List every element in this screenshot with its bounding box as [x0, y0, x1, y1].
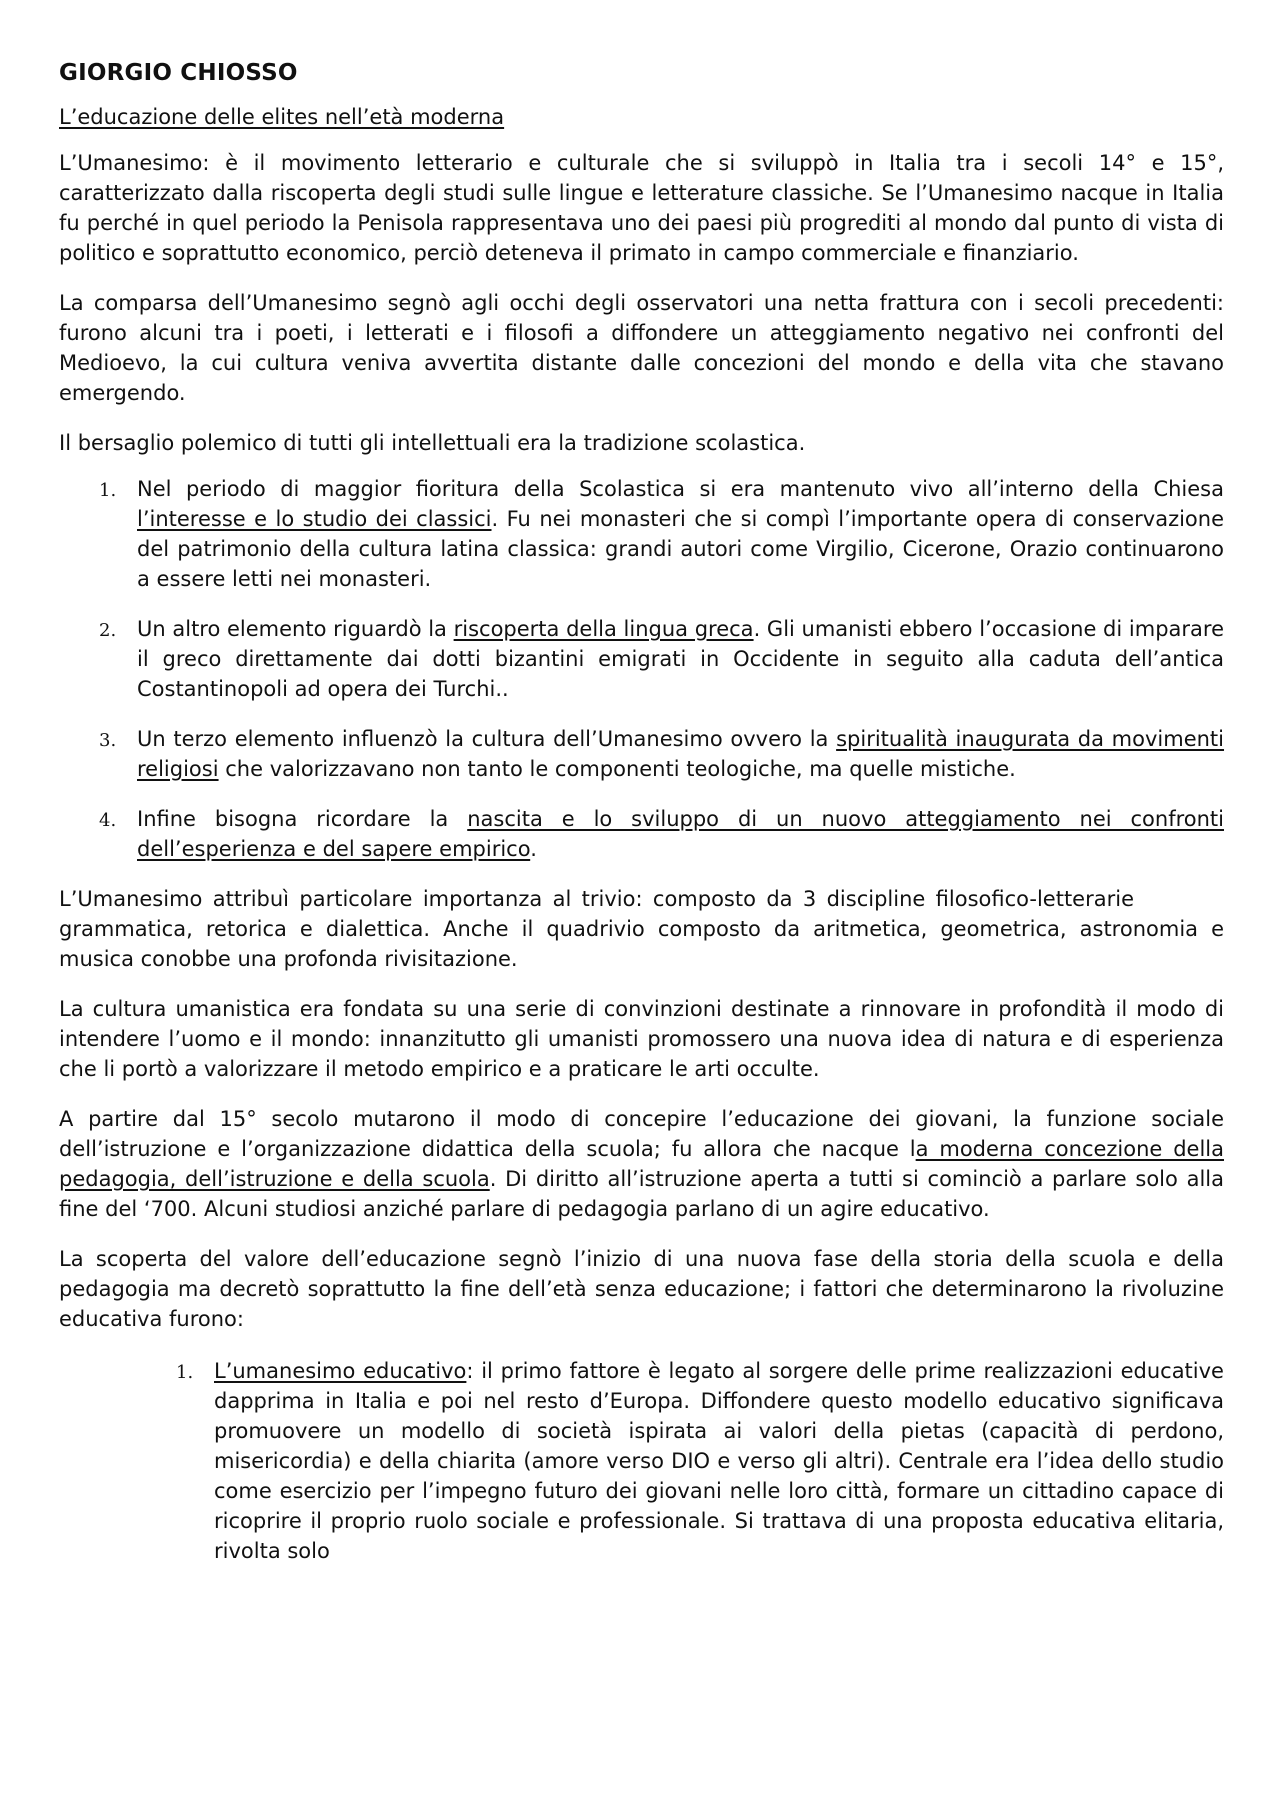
paragraph-text: L’Umanesimo attribuì particolare importanza al trivio: composto da 3 discipline filosofico-letterarie	[59, 887, 1134, 911]
paragraph-scoperta: La scoperta del valore dell’educazione segnò l’inizio di una nuova fase della storia della scuola e della pedagogia ma decretò soprattutto la fine dell’età senza educazione; i fattori che determinarono la rivoluzine educativa furono:	[59, 1247, 1224, 1331]
list-text: . Gli umanisti ebbero l’occasione di imparare il greco direttamente dai dotti bizantini emigrati in Occidente in seguito alla caduta dell’antica Costantinopoli ad opera dei Turchi..	[137, 617, 1224, 701]
underlined-text: spiritualità inaugurata da movimenti religiosi	[137, 727, 1225, 781]
list-item	[59, 474, 1224, 594]
list-text: Infine bisogna ricordare la	[137, 807, 468, 831]
document-subtitle: L’educazione delle elites nell’età moderna	[59, 105, 505, 129]
list-text: Un terzo elemento influenzò la cultura dell’Umanesimo ovvero la	[137, 727, 837, 751]
paragraph-text: A partire dal 15° secolo mutarono il modo di concepire l’educazione dei giovani, la funzione sociale dell’istruzione e l’organizzazione didattica della scuola; fu allora che nacque l	[59, 1107, 1224, 1161]
list-number: 3.	[99, 730, 117, 751]
paragraph-trivio	[59, 884, 1224, 974]
list-text: che valorizzavano non tanto le componenti teologiche, ma quelle mistiche.	[218, 757, 1016, 781]
list-item	[59, 804, 1224, 864]
list-number: 1.	[99, 480, 117, 501]
list-number: 2.	[99, 620, 117, 641]
list-text: . Fu nei monasteri che si compì l’importante opera di conservazione del patrimonio della cultura latina classica: grandi autori come Virgilio, Cicerone, Orazio continuarono a essere letti nei monasteri.	[137, 507, 1224, 591]
list-text: .	[530, 837, 537, 861]
underlined-text: nascita e lo sviluppo di un nuovo atteggiamento nei confronti dell’esperienza e del sapere empirico	[137, 807, 1224, 861]
paragraph-cultura: La cultura umanistica era fondata su una serie di convinzioni destinate a rinnovare in profondità il modo di intendere l’uomo e il mondo: innanzitutto gli umanisti promossero una nuova idea di natura e di esperienza che li portò a valorizzare il metodo empirico e a praticare le arti occulte.	[59, 997, 1224, 1081]
underlined-text: l’interesse e lo studio dei classici	[137, 507, 492, 531]
paragraph-comparsa: La comparsa dell’Umanesimo segnò agli occhi degli osservatori una netta frattura con i secoli precedenti: furono alcuni tra i poeti, i letterati e i filosofi a diffondere un atteggiamento negativo nei confronti del Medioevo, la cui cultura veniva avvertita distante dalle concezioni del mondo e della vita che stavano emergendo.	[59, 291, 1224, 405]
list-item	[59, 724, 1224, 784]
list-item	[59, 614, 1224, 704]
underlined-text: a moderna concezione della pedagogia, dell’istruzione e della scuola	[59, 1137, 1224, 1191]
list-number: 1.	[176, 1362, 194, 1383]
paragraph-quindicesimo-secolo	[59, 1104, 1224, 1224]
list-text: Nel periodo di maggior fioritura della Scolastica si era mantenuto vivo all’interno della Chiesa	[137, 477, 1224, 501]
numbered-list-elements	[59, 474, 1224, 864]
document-page	[59, 56, 1224, 1586]
underlined-text: L’umanesimo educativo	[214, 1359, 467, 1383]
paragraph-umanesimo: L’Umanesimo: è il movimento letterario e culturale che si sviluppò in Italia tra i secoli 14° e 15°, caratterizzato dalla riscoperta degli studi sulle lingue e letterature classiche. Se l’Umanesimo nacque in Italia fu perché in quel periodo la Penisola rappresentava uno dei paesi più progrediti al mondo dal punto di vista di politico e soprattutto economico, perciò deteneva il primato in campo commerciale e finanziario.	[59, 151, 1224, 265]
paragraph-bersaglio: Il bersaglio polemico di tutti gli intellettuali era la tradizione scolastica.	[59, 431, 806, 455]
paragraph-text: grammatica, retorica e dialettica. Anche il quadrivio composto da aritmetica, geometrica, astronomia e musica conobbe una profonda rivisitazione.	[59, 917, 1224, 971]
underlined-text: riscoperta della lingua greca	[453, 617, 754, 641]
list-text: : il primo fattore è legato al sorgere delle prime realizzazioni educative dapprima in Italia e poi nel resto d’Europa. Diffondere questo modello educativo significava promuovere un modello di società ispirata ai valori della pietas (capacità di perdono, misericordia) e della chiarita (amore verso DIO e verso gli altri). Centrale era l’idea dello studio come esercizio per l’impegno futuro dei giovani nelle loro città, formare un cittadino capace di ricoprire il proprio ruolo sociale e professionale. Si trattava di una proposta educativa elitaria, rivolta solo	[214, 1359, 1224, 1563]
paragraph-text: . Di diritto all’istruzione aperta a tutti si cominciò a parlare solo alla fine del ‘700. Alcuni studiosi anziché parlare di pedagogia parlano di un agire educativo.	[59, 1167, 1224, 1221]
page-title: GIORGIO CHIOSSO	[59, 60, 298, 86]
list-text: Un altro elemento riguardò la	[137, 617, 454, 641]
list-item	[59, 1356, 1224, 1566]
numbered-list-factors	[59, 1356, 1224, 1566]
list-number: 4.	[99, 810, 117, 831]
